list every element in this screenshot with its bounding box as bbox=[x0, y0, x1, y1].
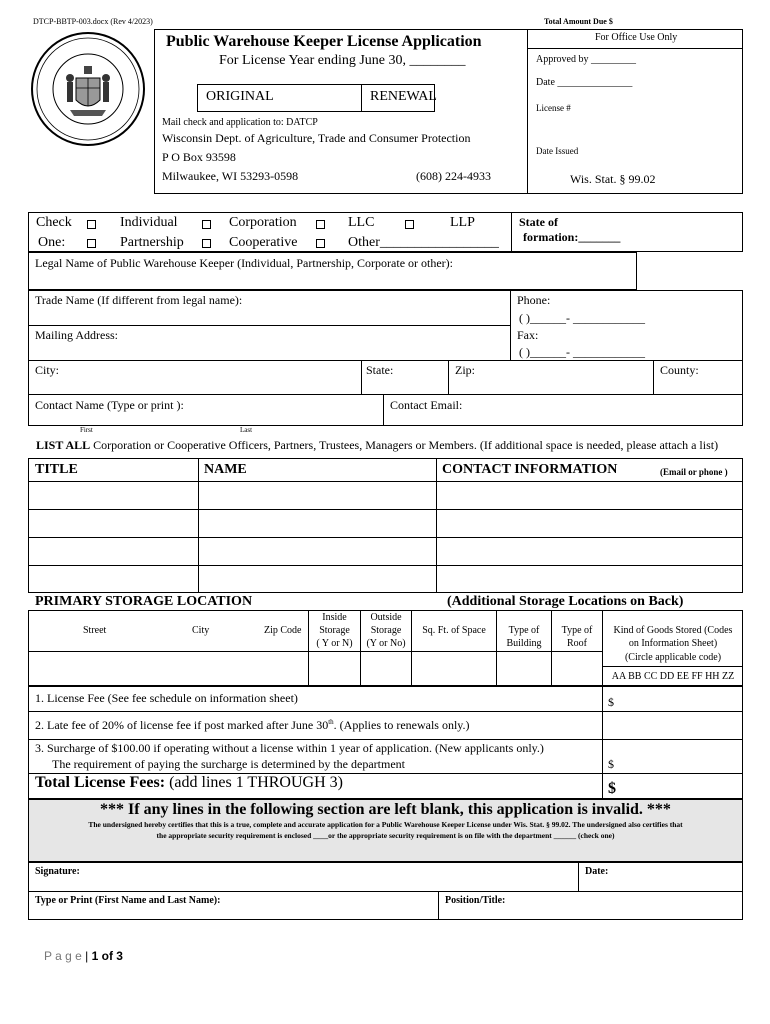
officer-row-2-title[interactable] bbox=[29, 510, 198, 537]
position-title-label[interactable]: Position/Title: bbox=[445, 895, 506, 906]
sqft-header: Sq. Ft. of Space bbox=[422, 625, 486, 636]
fee-line-2-text: 2. Late fee of 20% of license fee if post marked after June 30 bbox=[35, 718, 329, 732]
total-fees-label bbox=[35, 775, 343, 791]
list-all-rest: Corporation or Cooperative Officers, Partners, Trustees, Managers or Members. (If additional space is needed, please attach a list) bbox=[93, 438, 719, 452]
type-roof-1: Type of bbox=[561, 625, 593, 636]
llp-label: LLP bbox=[450, 215, 475, 230]
page-label: P a g e bbox=[44, 949, 82, 963]
legal-name-label: Legal Name of Public Warehouse Keeper (Individual, Partnership, Corporate or other): bbox=[35, 256, 454, 270]
outside-storage-3: (Y or No) bbox=[366, 638, 406, 649]
inside-storage-3: ( Y or N) bbox=[316, 638, 353, 649]
statute-reference: Wis. Stat. § 99.02 bbox=[570, 172, 656, 186]
check-label: Check bbox=[36, 215, 72, 230]
officer-row-3-title[interactable] bbox=[29, 538, 198, 565]
total-fees-bold: Total License Fees: bbox=[35, 774, 166, 791]
city-label: City: bbox=[35, 363, 60, 377]
circle-code-note: (Circle applicable code) bbox=[624, 652, 722, 663]
license-number: License # bbox=[536, 103, 571, 113]
partnership-label: Partnership bbox=[120, 235, 184, 250]
page-footer: P a g e | 1 of 3 bbox=[44, 949, 123, 963]
zip-label: Zip: bbox=[455, 363, 475, 377]
cooperative-checkbox[interactable] bbox=[202, 239, 211, 248]
state-of-formation-label: State of bbox=[519, 215, 558, 229]
officer-row-4-title[interactable] bbox=[29, 566, 198, 593]
office-date: Date _______________ bbox=[536, 77, 633, 88]
storage-street-header: Street bbox=[83, 625, 107, 636]
invalid-warning: *** If any lines in the following section are left blank, this application is invalid. *** bbox=[100, 801, 671, 818]
phone-field[interactable]: ( )______- ____________ bbox=[519, 311, 645, 325]
additional-storage-note: (Additional Storage Locations on Back) bbox=[447, 594, 684, 609]
fax-field[interactable]: ( )______- ____________ bbox=[519, 345, 645, 359]
other-checkbox[interactable] bbox=[316, 239, 325, 248]
goods-header-2: on Information Sheet) bbox=[628, 638, 718, 649]
goods-header-1: Kind of Goods Stored (Codes bbox=[613, 625, 733, 636]
outside-storage-1: Outside bbox=[370, 612, 402, 623]
officer-row-1-title[interactable] bbox=[29, 482, 198, 509]
contact-name-label: Contact Name (Type or print ): bbox=[35, 398, 184, 412]
approved-by: Approved by _________ bbox=[536, 54, 636, 65]
mailing-address-label: Mailing Address: bbox=[35, 328, 118, 342]
contact-email-label: Contact Email: bbox=[390, 398, 463, 412]
total-amount-due: Total Amount Due $ bbox=[544, 17, 613, 26]
print-name-label[interactable]: Type or Print (First Name and Last Name): bbox=[35, 895, 221, 906]
inside-storage-2: Storage bbox=[319, 625, 350, 636]
fee-line-1-amount[interactable]: $ bbox=[608, 695, 614, 709]
office-use-title: For Office Use Only bbox=[595, 32, 678, 43]
mail-instruction: Mail check and application to: DATCP bbox=[162, 117, 318, 128]
total-fees-amount[interactable]: $ bbox=[608, 780, 616, 797]
fee-line-3: 3. Surcharge of $100.00 if operating without a license within 1 year of application. (New applicants only.) bbox=[35, 741, 544, 755]
date-issued: Date Issued bbox=[536, 146, 579, 156]
department-phone: (608) 224-4933 bbox=[416, 169, 491, 183]
one-label: One: bbox=[38, 235, 66, 250]
license-year: For License Year ending June 30, ________ bbox=[219, 53, 466, 68]
address-line-3: Milwaukee, WI 53293-0598 bbox=[162, 169, 299, 183]
goods-codes[interactable]: AA BB CC DD EE FF HH ZZ bbox=[611, 671, 735, 682]
state-label: State: bbox=[366, 363, 394, 377]
wisconsin-seal-icon bbox=[30, 30, 146, 148]
type-building-2: Building bbox=[506, 638, 542, 649]
page-number: 1 of 3 bbox=[91, 949, 123, 963]
list-all-instruction bbox=[36, 439, 718, 451]
fee-line-2 bbox=[35, 719, 470, 731]
col-name: NAME bbox=[204, 462, 247, 477]
storage-title: PRIMARY STORAGE LOCATION bbox=[35, 594, 253, 609]
signature-date-label[interactable]: Date: bbox=[585, 866, 609, 877]
fee-line-3-amount[interactable]: $ bbox=[608, 757, 614, 771]
fee-line-2-note: . (Applies to renewals only.) bbox=[333, 718, 470, 732]
partnership-checkbox[interactable] bbox=[87, 239, 96, 248]
signature-label[interactable]: Signature: bbox=[35, 866, 80, 877]
llc-label: LLC bbox=[348, 215, 375, 230]
renewal-option[interactable]: RENEWAL bbox=[370, 89, 437, 104]
total-fees-note: (add lines 1 THROUGH 3) bbox=[169, 774, 343, 791]
state-of-formation-field[interactable]: formation:_______ bbox=[523, 230, 621, 244]
inside-storage-1: Inside bbox=[322, 612, 347, 623]
type-building-1: Type of bbox=[508, 625, 540, 636]
fee-line-2-sup: th bbox=[328, 718, 334, 726]
address-line-2: P O Box 93598 bbox=[162, 150, 236, 164]
corporation-checkbox[interactable] bbox=[202, 220, 211, 229]
storage-city-header: City bbox=[192, 625, 210, 636]
fee-line-1: 1. License Fee (See fee schedule on information sheet) bbox=[35, 691, 298, 705]
county-label: County: bbox=[660, 363, 699, 377]
phone-label: Phone: bbox=[517, 293, 551, 307]
original-option[interactable]: ORIGINAL bbox=[206, 89, 274, 104]
fee-line-3-note: The requirement of paying the surcharge is determined by the department bbox=[52, 757, 405, 771]
other-label: Other_________________ bbox=[348, 235, 499, 250]
type-roof-2: Roof bbox=[567, 638, 587, 649]
col-contact-note: (Email or phone ) bbox=[660, 467, 728, 477]
document-id: DTCP-BBTP-003.docx (Rev 4/2023) bbox=[33, 17, 153, 26]
first-name-hint: First bbox=[80, 426, 93, 434]
col-contact-info: CONTACT INFORMATION bbox=[442, 462, 618, 477]
list-all-bold: LIST ALL bbox=[36, 438, 91, 452]
address-line-1: Wisconsin Dept. of Agriculture, Trade and Consumer Protection bbox=[162, 131, 471, 145]
certification-text-1: The undersigned hereby certifies that this is a true, complete and accurate application for a Public Warehouse Keeper License under Wis. Stat. § 99.02. The undersigned also certifies that bbox=[88, 820, 683, 829]
col-title: TITLE bbox=[35, 462, 78, 477]
individual-label: Individual bbox=[120, 215, 178, 230]
last-name-hint: Last bbox=[240, 426, 253, 434]
outside-storage-2: Storage bbox=[370, 625, 402, 636]
individual-checkbox[interactable] bbox=[87, 220, 96, 229]
storage-zip-header: Zip Code bbox=[264, 625, 302, 636]
llp-checkbox[interactable] bbox=[405, 220, 414, 229]
certification-text-2: the appropriate security requirement is enclosed ____or the appropriate security requirement is on file with the department ______ (check one) bbox=[156, 831, 615, 840]
fax-label: Fax: bbox=[517, 328, 539, 342]
trade-name-label: Trade Name (If different from legal name): bbox=[35, 293, 243, 307]
page-title: Public Warehouse Keeper License Application bbox=[166, 33, 482, 50]
corporation-label: Corporation bbox=[229, 215, 297, 230]
llc-checkbox[interactable] bbox=[316, 220, 325, 229]
cooperative-label: Cooperative bbox=[229, 235, 298, 250]
